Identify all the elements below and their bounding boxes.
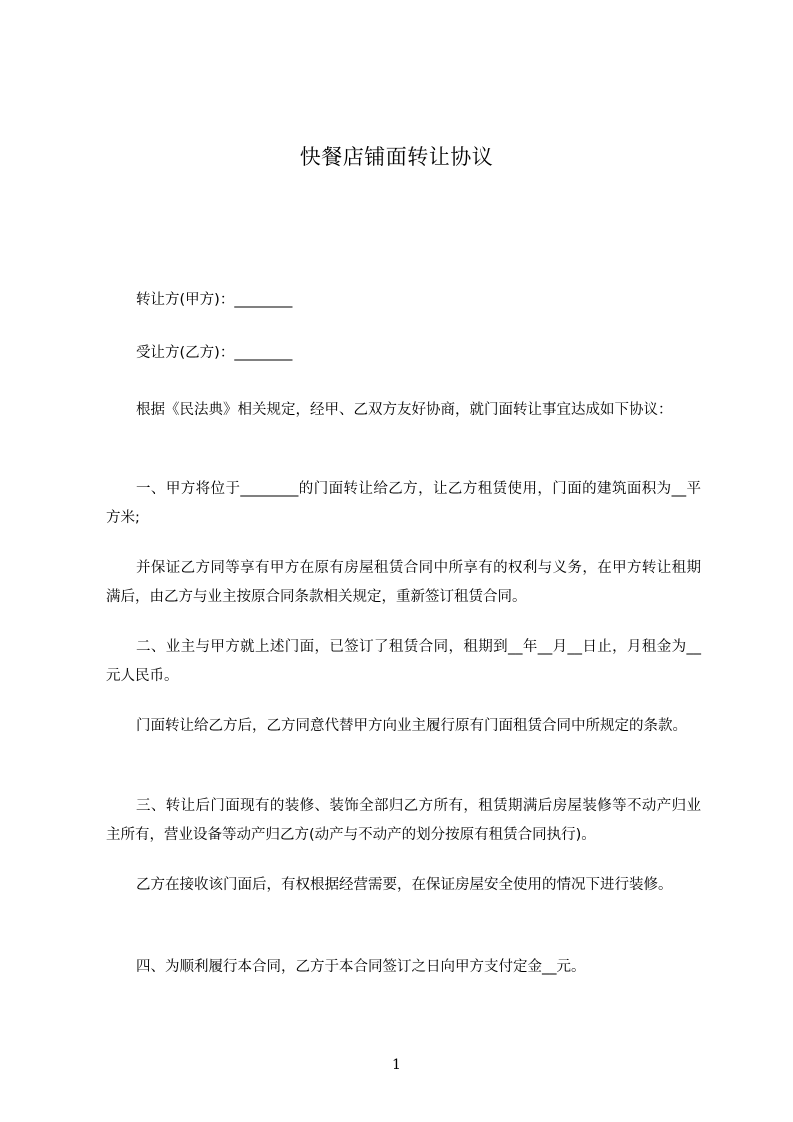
document-title: 快餐店铺面转让协议 [299,145,494,169]
paragraph-transferor: 转让方(甲方)：________ [136,292,293,308]
paragraph-clause-3-detail: 乙方在接收该门面后，有权根据经营需要，在保证房屋安全使用的情况下进行装修。 [136,877,673,893]
paragraph-transferee: 受让方(乙方)：________ [136,345,293,361]
paragraph-clause-3: 三、转让后门面现有的装修、装饰全部归乙方所有，租赁期满后房屋装修等不动产归业主所有，营业设备等动产归乙方(动产与不动产的划分按原有租赁合同执行)。 [106,798,701,843]
paragraph-clause-1-detail: 并保证乙方同等享有甲方在原有房屋租赁合同中所享有的权利与义务，在甲方转让租期满后，由乙方与业主按原合同条款相关规定，重新签订租赁合同。 [106,560,701,605]
paragraph-clause-4: 四、为顺利履行本合同，乙方于本合同签订之日向甲方支付定金__元。 [136,959,586,975]
paragraph-clause-2: 二、业主与甲方就上述门面，已签订了租赁合同，租期到__年__月__日止，月租金为__元人民币。 [106,639,701,684]
paragraph-preamble: 根据《民法典》相关规定，经甲、乙双方友好协商，就门面转让事宜达成如下协议： [136,402,673,418]
paragraph-clause-2-detail: 门面转让给乙方后，乙方同意代替甲方向业主履行原有门面租赁合同中所规定的条款。 [136,718,687,734]
paragraph-clause-1: 一、甲方将位于________的门面转让给乙方，让乙方租赁使用，门面的建筑面积为__平方米; [106,481,701,526]
page-number: 1 [392,1057,401,1073]
